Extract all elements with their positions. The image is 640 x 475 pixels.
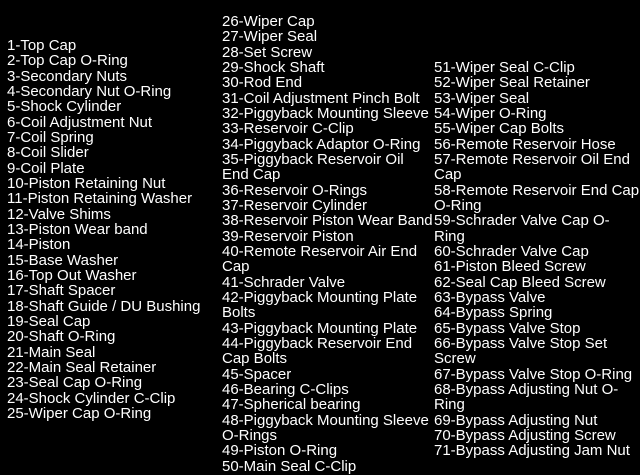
parts-list-item: 19-Seal Cap [7,312,91,330]
parts-list-item: 12-Valve Shims [7,205,111,223]
parts-list-item: 4-Secondary Nut O-Ring [7,82,172,100]
parts-list-item: 5-Shock Cylinder [7,98,122,116]
parts-list-item: 11-Piston Retaining Washer [7,190,193,208]
parts-list-item: 61-Piston Bleed Screw [434,258,586,276]
parts-list-item: 17-Shaft Spacer [7,282,116,300]
parts-list-item: 13-Piston Wear band [7,220,148,238]
parts-list-item: 59-Schrader Valve Cap O-Ring [434,212,610,245]
parts-list-item: 18-Shaft Guide / DU Bushing [7,297,201,315]
parts-list-item: 6-Coil Adjustment Nut [7,113,153,131]
parts-list-item: 60-Schrader Valve Cap [434,242,589,260]
parts-list-item: 68-Bypass Adjusting Nut O-Ring [434,380,619,414]
parts-list-item: 49-Piston O-Ring [222,442,338,460]
parts-list-item: 23-Seal Cap O-Ring [7,374,143,392]
parts-list-item: 41-Schrader Valve [222,273,346,291]
parts-list-item: 48-Piggyback Mounting Sleeve O-Rings [222,411,429,444]
parts-list-item: 58-Remote Reservoir End Cap O-Ring [434,181,640,214]
parts-list-item: 32-Piggyback Mounting Sleeve [222,104,429,122]
parts-list-item: 55-Wiper Cap Bolts [434,120,565,138]
parts-column-3 [434,60,640,459]
parts-list-item: 30-Rod End [222,74,303,92]
parts-list-item: 39-Reservoir Piston [222,227,354,245]
parts-list-item: 50-Main Seal C-Clip [222,457,357,475]
parts-list-item: 7-Coil Spring [7,128,94,146]
parts-list-item: 34-Piggyback Adaptor O-Ring [222,135,421,153]
parts-list-item: 63-Bypass Valve [434,288,546,306]
parts-list-item: 10-Piston Retaining Nut [7,174,166,192]
parts-list-item: 66-Bypass Valve Stop Set Screw [434,334,608,368]
parts-list-item: 24-Shock Cylinder C-Clip [7,389,176,407]
parts-list-item: 42-Piggyback Mounting Plate Bolts [222,288,418,322]
parts-list-item: 51-Wiper Seal C-Clip [434,59,575,76]
parts-list-item: 62-Seal Cap Bleed Screw [434,273,606,291]
parts-list-item: 40-Remote Reservoir Air End Cap [222,242,418,276]
parts-list-item: 44-Piggyback Reservoir End Cap Bolts [222,334,413,368]
parts-list-item: 31-Coil Adjustment Pinch Bolt [222,89,420,107]
parts-list-item: 1-Top Cap [7,37,77,54]
parts-list-item: 21-Main Seal [7,343,96,361]
parts-list-item: 27-Wiper Seal [222,28,318,46]
parts-list-item: 43-Piggyback Mounting Plate [222,319,418,337]
parts-list-item: 9-Coil Plate [7,159,85,177]
parts-list-item: 52-Wiper Seal Retainer [434,74,590,92]
parts-list-item: 67-Bypass Valve Stop O-Ring [434,365,633,383]
parts-list-item: 54-Wiper O-Ring [434,104,547,122]
parts-list-item: 3-Secondary Nuts [7,67,128,85]
parts-list-item: 26-Wiper Cap [222,13,315,30]
parts-list-item: 36-Reservoir O-Rings [222,181,368,199]
parts-list-item: 33-Reservoir C-Clip [222,120,354,138]
parts-list-item: 16-Top Out Washer [7,266,137,284]
parts-list-item: 28-Set Screw [222,43,313,61]
parts-list-item: 2-Top Cap O-Ring [7,52,128,70]
parts-list-item: 8-Coil Slider [7,144,89,162]
parts-list-item: 56-Remote Reservoir Hose [434,135,616,153]
parts-list-item: 29-Shock Shaft [222,58,325,76]
parts-list-item: 14-Piston [7,236,71,254]
parts-list-item: 20-Shaft O-Ring [7,328,116,346]
parts-list-item: 22-Main Seal Retainer [7,358,157,376]
parts-list-item: 35-Piggyback Reservoir Oil End Cap [222,150,404,184]
parts-list-item: 65-Bypass Valve Stop [434,319,581,337]
parts-list-item: 47-Spherical bearing [222,396,361,414]
parts-list-item: 70-Bypass Adjusting Screw [434,426,616,444]
parts-column-2 [222,14,433,474]
parts-list-item: 38-Reservoir Piston Wear Band [222,212,433,230]
parts-list-item: 46-Bearing C-Clips [222,380,349,398]
parts-list-item: 71-Bypass Adjusting Jam Nut [434,442,630,460]
parts-list-item: 53-Wiper Seal [434,89,530,107]
parts-list-item: 15-Base Washer [7,251,119,269]
parts-column-1 [7,38,219,421]
parts-list-item: 69-Bypass Adjusting Nut [434,411,598,429]
parts-list-item: 64-Bypass Spring [434,304,553,322]
parts-list-item: 57-Remote Reservoir Oil End Cap [434,150,630,184]
parts-list-item: 25-Wiper Cap O-Ring [7,404,152,422]
parts-list-item: 45-Spacer [222,365,292,383]
parts-list-item: 37-Reservoir Cylinder [222,196,368,214]
